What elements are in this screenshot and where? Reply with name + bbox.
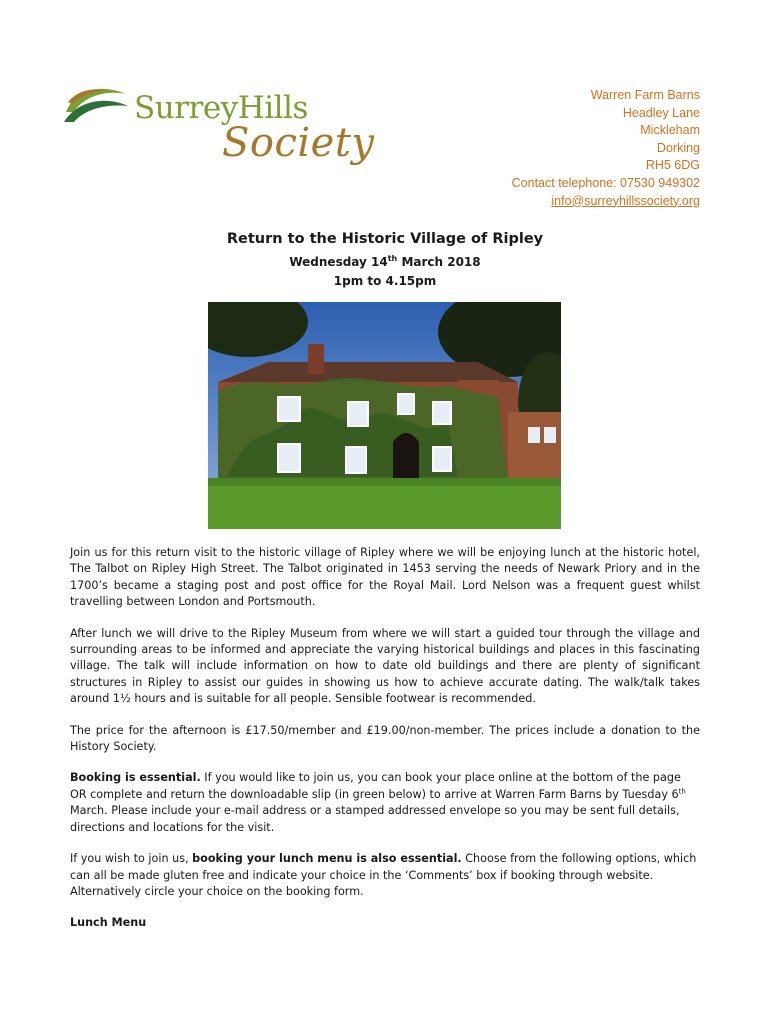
email-link[interactable]: info@surreyhillssociety.org bbox=[551, 193, 700, 208]
event-description bbox=[70, 545, 700, 947]
contact-address bbox=[512, 87, 700, 210]
event-title: Return to the Historic Village of Ripley bbox=[226, 231, 544, 247]
paragraph-booking: Booking is essential. If you would like to join us, you can book your place online at the bottom of the page OR complete and return the downloadable slip (in green below) to arrive at Warren Farm Barns by Tuesday 6th March. Please include your e-mail address or a stamped addressed envelope so you may be sent full details, directions and locations for the visit. bbox=[70, 771, 686, 834]
lunch-menu-heading: Lunch Menu bbox=[70, 916, 147, 930]
hills-swirl-icon bbox=[62, 82, 132, 132]
address-line: Mickleham bbox=[640, 123, 700, 138]
address-postcode: RH5 6DG bbox=[645, 158, 700, 173]
event-header bbox=[0, 229, 770, 291]
address-line: Headley Lane bbox=[622, 105, 700, 120]
logo-text-surreyhills: SurreyHills bbox=[134, 90, 308, 126]
event-time: 1pm to 4.15pm bbox=[333, 274, 437, 288]
address-line: Warren Farm Barns bbox=[590, 88, 700, 102]
surrey-hills-society-logo bbox=[62, 82, 375, 177]
contact-phone: Contact telephone: 07530 949302 bbox=[511, 175, 700, 190]
paragraph-tour: After lunch we will drive to the Ripley Museum from where we will start a guided tour through the village and surrounding areas to be informed and appreciate the varying historical buildings and places in this fascinating village. The talk will include information on how to date old buildings and there are plenty of significant structures in Ripley to assist our guides in showing us how to achieve accurate dating. The walk/talk takes around 1½ hours and is suitable for all people. Sensible footwear is recommended. bbox=[70, 626, 700, 706]
logo-text-society: Society bbox=[222, 120, 375, 166]
paragraph-intro: Join us for this return visit to the historic village of Ripley where we will be enjoying lunch at the historic hotel, The Talbot on Ripley High Street. The Talbot originated in 1453 serving the needs of Newark Priory and in the 1700’s became a staging post and post office for the Royal Mail. Lord Nelson was a frequent guest whilst travelling between London and Portsmouth. bbox=[70, 546, 700, 609]
paragraph-lunch-booking: If you wish to join us, booking your lunch menu is also essential. Choose from the following options, which can all be made gluten free and indicate your choice in the ‘Comments’ box if booking through website. Alternatively circle your choice on the booking form. bbox=[70, 852, 697, 898]
paragraph-price: The price for the afternoon is £17.50/member and £19.00/non-member. The prices include a donation to the History Society. bbox=[70, 723, 700, 754]
talbot-hotel-photo bbox=[208, 302, 561, 529]
address-line: Dorking bbox=[656, 140, 700, 155]
event-date: Wednesday 14th March 2018 bbox=[289, 254, 481, 269]
